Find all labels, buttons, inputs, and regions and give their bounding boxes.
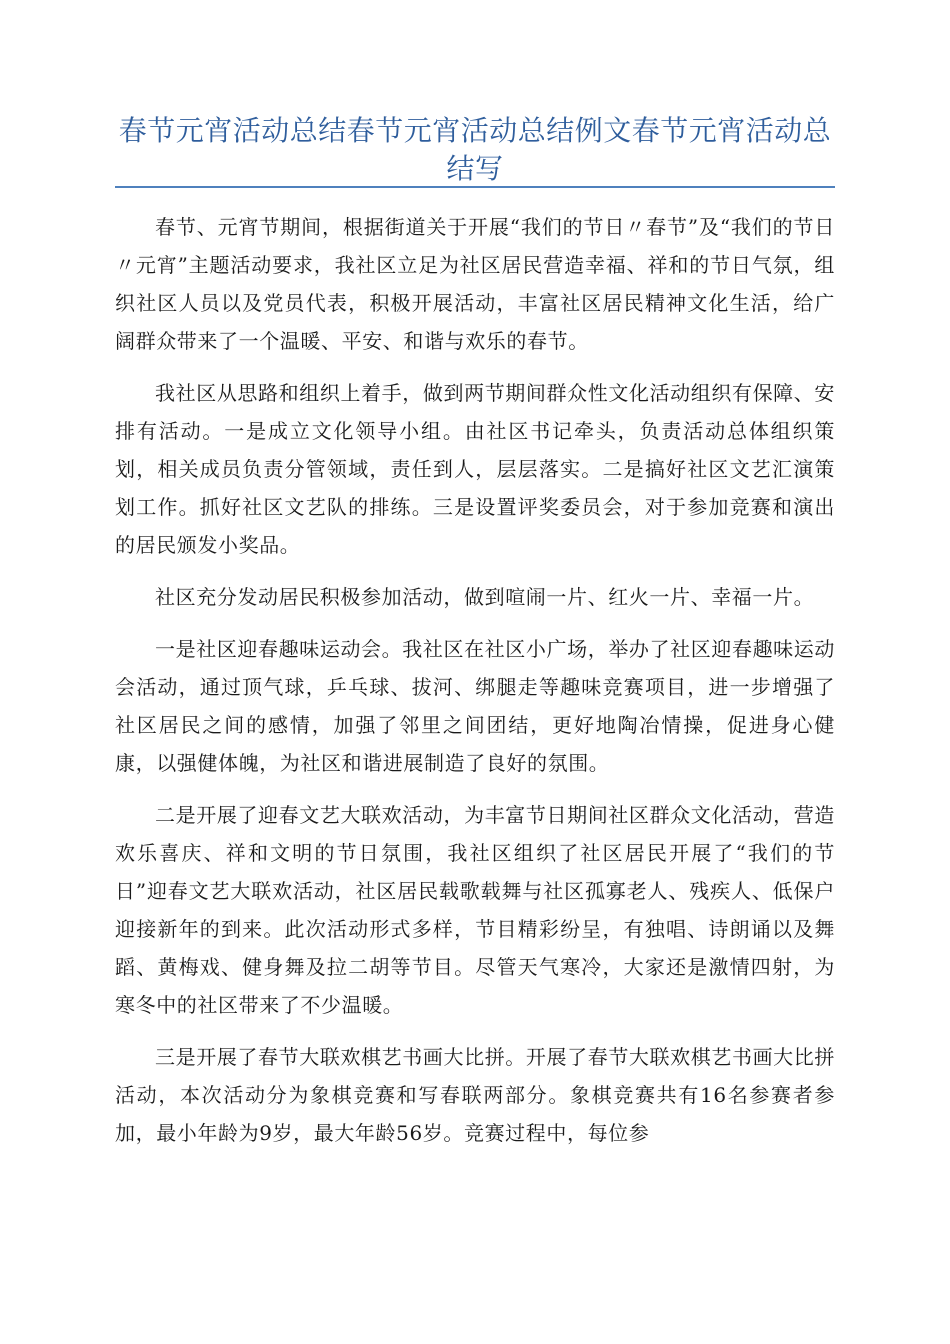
paragraph-intro: 春节、元宵节期间，根据街道关于开展“我们的节日〃春节”及“我们的节日〃元宵”主题活动要求，我社区立足为社区居民营造幸福、祥和的节日气氛，组织社区人员以及党员代表，积极开展活动，丰富社区居民精神文化生活，给广阔群众带来了一个温暖、平安、和谐与欢乐的春节。 (115, 215, 835, 353)
paragraph-sports-meet: 一是社区迎春趣味运动会。我社区在社区小广场，举办了社区迎春趣味运动会活动，通过顶气球，乒乓球、拔河、绑腿走等趣味竞赛项目，进一步增强了社区居民之间的感情，加强了邻里之间团结，更好地陶冶情操，促进身心健康，以强健体魄，为社区和谐进展制造了良好的氛围。 (115, 637, 835, 775)
document-body (115, 208, 835, 1166)
paragraph-organization: 我社区从思路和组织上着手，做到两节期间群众性文化活动组织有保障、安排有活动。一是成立文化领导小组。由社区书记牵头，负责活动总体组织策划，相关成员负责分管领域，责任到人，层层落实。二是搞好社区文艺汇演策划工作。抓好社区文艺队的排练。三是设置评奖委员会，对于参加竞赛和演出的居民颁发小奖品。 (115, 381, 835, 557)
paragraph-chess-calligraphy: 三是开展了春节大联欢棋艺书画大比拼。开展了春节大联欢棋艺书画大比拼活动，本次活动分为象棋竞赛和写春联两部分。象棋竞赛共有16名参赛者参加，最小年龄为9岁，最大年龄56岁。竞赛过程中，每位参 (115, 1045, 835, 1145)
title-underline (115, 186, 835, 188)
paragraph-art-gala: 二是开展了迎春文艺大联欢活动，为丰富节日期间社区群众文化活动，营造欢乐喜庆、祥和文明的节日氛围，我社区组织了社区居民开展了“我们的节日”迎春文艺大联欢活动，社区居民载歌载舞与社区孤寡老人、残疾人、低保户迎接新年的到来。此次活动形式多样，节目精彩纷呈，有独唱、诗朗诵以及舞蹈、黄梅戏、健身舞及拉二胡等节目。尽管天气寒冷，大家还是激情四射，为寒冬中的社区带来了不少温暖。 (115, 803, 835, 1017)
document-title: 春节元宵活动总结春节元宵活动总结例文春节元宵活动总结写 (118, 114, 832, 185)
paragraph-mobilization: 社区充分发动居民积极参加活动，做到喧闹一片、红火一片、幸福一片。 (155, 585, 815, 609)
